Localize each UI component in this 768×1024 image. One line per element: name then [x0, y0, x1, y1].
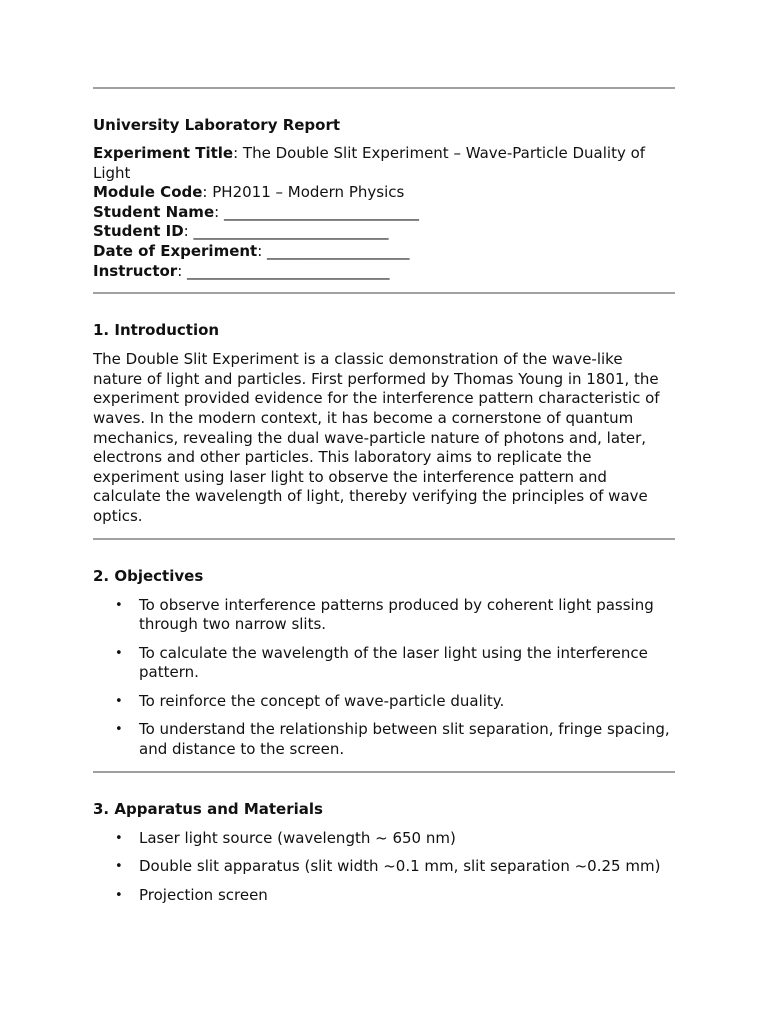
bullet-icon: •	[115, 830, 123, 846]
field-value: : __________________________	[183, 222, 389, 241]
apparatus-list	[93, 829, 675, 906]
list-item	[93, 596, 675, 635]
field-label: Date of Experiment	[93, 241, 258, 260]
field-instructor	[93, 262, 675, 282]
bullet-icon: •	[115, 693, 123, 709]
field-label: Student ID	[93, 222, 184, 241]
field-label: Module Code	[93, 183, 203, 202]
field-value: : ___________________________	[177, 261, 390, 280]
list-item-text: Projection screen	[139, 885, 268, 904]
objectives-list	[93, 596, 675, 760]
field-student-id	[93, 222, 675, 242]
field-module-code	[93, 183, 675, 203]
report-title: University Laboratory Report	[93, 116, 341, 134]
list-item	[93, 829, 675, 849]
field-student-name	[93, 203, 675, 223]
report-metadata	[93, 144, 675, 281]
field-value: : ___________________	[257, 241, 410, 260]
divider-2	[93, 538, 675, 540]
field-label: Student Name	[93, 202, 215, 221]
list-item	[93, 644, 675, 683]
list-item-text: To understand the relationship between slit separation, fringe spacing, and distance to the screen.	[139, 720, 670, 759]
field-label: Experiment Title	[93, 144, 234, 162]
bullet-icon: •	[115, 887, 123, 903]
list-item	[93, 692, 675, 712]
field-date-of-experiment	[93, 242, 675, 262]
list-item-text: To observe interference patterns produced by coherent light passing through two narrow slits.	[139, 595, 654, 634]
section-heading-apparatus: 3. Apparatus and Materials	[93, 799, 323, 818]
divider-top	[93, 87, 675, 89]
introduction-text: The Double Slit Experiment is a classic demonstration of the wave-like nature of light and particles. First performed by Thomas Young in 1801, the experiment provided evidence for the interference pattern characteristic of waves. In the modern context, it has become a cornerstone of quantum mechanics, revealing the dual wave-particle nature of photons and, later, electrons and other particles. This laboratory aims to replicate the experiment using laser light to observe the interference pattern and calculate the wavelength of light, thereby verifying the principles of wave optics.	[93, 350, 660, 525]
bullet-icon: •	[115, 597, 123, 613]
list-item-text: Laser light source (wavelength ~ 650 nm)	[139, 828, 456, 847]
list-item	[93, 886, 675, 906]
divider-3	[93, 771, 675, 773]
bullet-icon: •	[115, 859, 123, 875]
document-page	[93, 87, 675, 916]
list-item	[93, 720, 675, 759]
field-label: Instructor	[93, 261, 178, 280]
section-heading-introduction: 1. Introduction	[93, 321, 220, 340]
field-value: : __________________________	[214, 202, 419, 221]
field-value: : The Double Slit Experiment – Wave-Particle Duality of Light	[93, 144, 646, 182]
list-item-text: Double slit apparatus (slit width ~0.1 mm, slit separation ~0.25 mm)	[139, 857, 661, 876]
bullet-icon: •	[115, 645, 123, 661]
list-item-text: To calculate the wavelength of the laser light using the interference pattern.	[139, 643, 648, 682]
field-experiment-title	[93, 144, 675, 183]
section-heading-objectives: 2. Objectives	[93, 566, 204, 585]
field-value: : PH2011 – Modern Physics	[202, 183, 405, 202]
list-item-text: To reinforce the concept of wave-particle duality.	[139, 691, 505, 710]
bullet-icon: •	[115, 722, 123, 738]
divider-1	[93, 292, 675, 294]
list-item	[93, 857, 675, 877]
